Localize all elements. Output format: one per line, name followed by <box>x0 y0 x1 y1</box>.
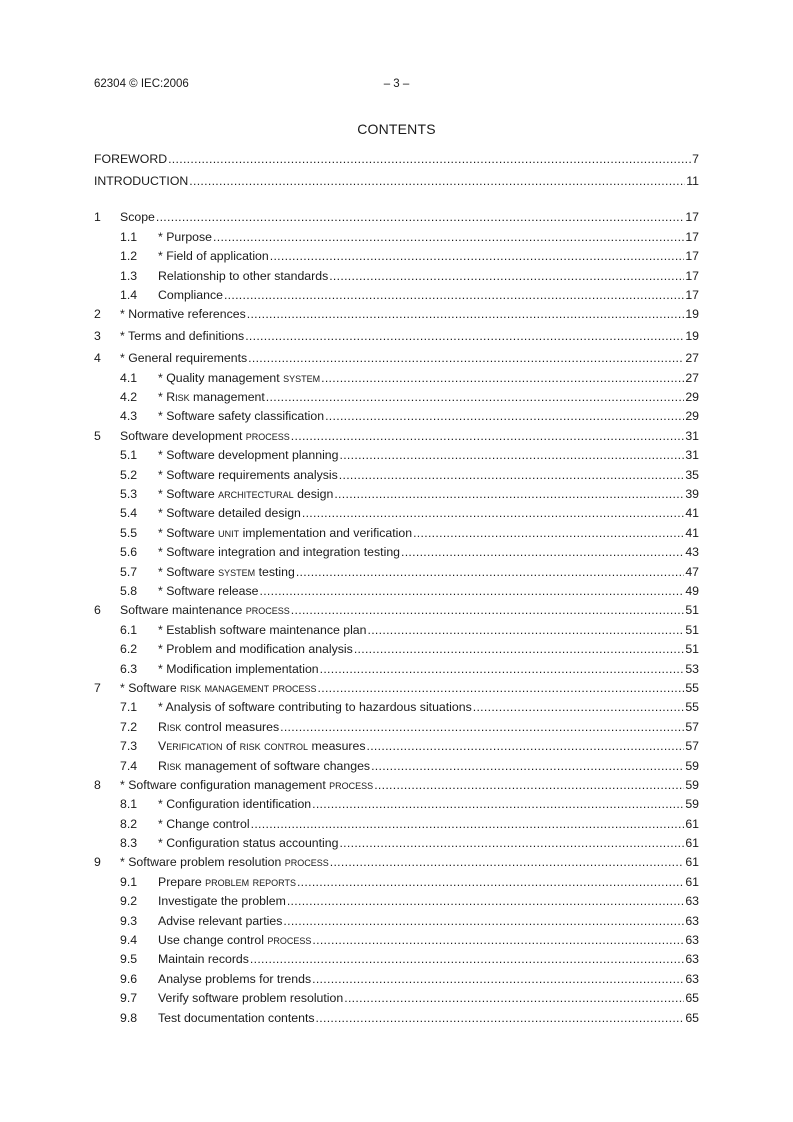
toc-entry-title: * Software safety classification <box>158 407 325 426</box>
toc-entry-number: 1.1 <box>120 229 138 244</box>
toc-entry[interactable] <box>94 795 699 814</box>
toc-entry-number: 9.1 <box>120 874 138 889</box>
toc-entry-page: 31 <box>685 448 699 463</box>
toc-entry[interactable] <box>94 305 699 324</box>
toc-entry-title: FOREWORD <box>94 150 168 169</box>
dot-leader <box>312 970 684 989</box>
toc-entry-number: 2 <box>94 307 101 322</box>
toc-entry[interactable] <box>94 286 699 305</box>
dot-leader <box>287 892 684 911</box>
toc-entry-number: 9 <box>94 855 101 870</box>
dot-leader <box>320 660 685 679</box>
toc-entry-page: 39 <box>685 487 699 502</box>
toc-entry-title: Scope <box>120 208 156 227</box>
toc-entry[interactable] <box>94 150 699 169</box>
toc-entry-number: 9.4 <box>120 933 138 948</box>
toc-entry-title: Compliance <box>158 286 224 305</box>
toc-entry[interactable] <box>94 427 699 446</box>
dot-leader <box>245 327 684 346</box>
toc-entry-number: 9.6 <box>120 971 138 986</box>
toc-entry-page: 59 <box>685 758 699 773</box>
toc-entry-number: 5.8 <box>120 583 138 598</box>
toc-entry-title: * Analysis of software contributing to hazardous situations <box>158 698 473 717</box>
dot-leader <box>302 504 684 523</box>
toc-entry-page: 51 <box>685 603 699 618</box>
toc-entry-number: 5.3 <box>120 487 138 502</box>
toc-entry-number: 9.7 <box>120 991 138 1006</box>
toc-entry[interactable] <box>94 989 699 1008</box>
toc-entry-page: 31 <box>685 428 699 443</box>
toc-entry-title: * Software release <box>158 582 259 601</box>
dot-leader <box>291 427 685 446</box>
toc-entry-page: 55 <box>685 700 699 715</box>
toc-entry[interactable] <box>94 485 699 504</box>
toc-entry-page: 61 <box>685 855 699 870</box>
toc-entry-page: 63 <box>685 894 699 909</box>
toc-entry-page: 11 <box>686 173 699 188</box>
dot-leader <box>283 912 684 931</box>
header-page-number: – 3 – <box>383 78 410 90</box>
toc-entry-page: 17 <box>685 287 699 302</box>
toc-entry-number: 6.3 <box>120 661 138 676</box>
toc-entry[interactable] <box>94 601 699 620</box>
toc-entry[interactable] <box>94 228 699 247</box>
toc-entry-number: 6.1 <box>120 622 138 637</box>
toc-entry-title: * Field of application <box>158 247 270 266</box>
dot-leader <box>247 305 685 324</box>
toc-entry-page: 63 <box>685 952 699 967</box>
toc-entry-page: 19 <box>685 307 699 322</box>
toc-entry-title: * Software detailed design <box>158 504 302 523</box>
toc-entry-title: INTRODUCTION <box>94 172 189 191</box>
toc-entry[interactable] <box>94 931 699 950</box>
toc-entry-page: 17 <box>685 210 699 225</box>
toc-entry-page: 41 <box>685 525 699 540</box>
toc-entry-title: Verification of risk control measures <box>158 737 367 756</box>
toc-entry-number: 6.2 <box>120 642 138 657</box>
toc-entry-number: 6 <box>94 603 101 618</box>
toc-entry[interactable] <box>94 247 699 266</box>
toc-entry-title: * Problem and modification analysis <box>158 640 354 659</box>
toc-entry-title: * Software architectural design <box>158 485 334 504</box>
toc-entry[interactable] <box>94 853 699 872</box>
toc-entry[interactable] <box>94 621 699 640</box>
toc-entry-title: * General requirements <box>120 349 248 368</box>
toc-entry-number: 5 <box>94 428 101 443</box>
toc-entry-page: 19 <box>685 329 699 344</box>
toc-entry-page: 61 <box>685 836 699 851</box>
toc-entry[interactable] <box>94 349 699 368</box>
toc-entry-number: 5.6 <box>120 545 138 560</box>
toc-entry[interactable] <box>94 660 699 679</box>
toc-entry[interactable] <box>94 267 699 286</box>
toc-entry-title: * Software configuration management process <box>120 776 374 795</box>
dot-leader <box>248 349 684 368</box>
toc-entry-page: 63 <box>685 913 699 928</box>
toc-entry-title: Risk management of software changes <box>158 757 371 776</box>
toc-entry-number: 1.4 <box>120 287 138 302</box>
toc-entry[interactable] <box>94 446 699 465</box>
toc-entry-title: * Normative references <box>120 305 247 324</box>
toc-entry-number: 5.1 <box>120 448 138 463</box>
dot-leader <box>266 388 685 407</box>
toc-entry-title: * Software integration and integration testing <box>158 543 401 562</box>
toc-entry-number: 7 <box>94 680 101 695</box>
dot-leader <box>339 834 684 853</box>
toc-entry-page: 27 <box>685 351 699 366</box>
toc-entry-number: 8.1 <box>120 797 138 812</box>
toc-entry[interactable] <box>94 1009 699 1028</box>
dot-leader <box>330 853 685 872</box>
dot-leader <box>168 150 691 169</box>
dot-leader <box>344 989 684 1008</box>
dot-leader <box>374 776 684 795</box>
dot-leader <box>354 640 685 659</box>
toc-entry-page: 27 <box>685 370 699 385</box>
toc-entry-page: 35 <box>685 467 699 482</box>
toc-entry[interactable] <box>94 407 699 426</box>
dot-leader <box>321 369 684 388</box>
dot-leader <box>259 582 684 601</box>
header-standard-id: 62304 © IEC:2006 <box>94 78 189 90</box>
dot-leader <box>401 543 684 562</box>
toc-entry-number: 5.2 <box>120 467 138 482</box>
toc-entry[interactable] <box>94 718 699 737</box>
toc-entry-title: Risk control measures <box>158 718 280 737</box>
toc-entry-title: * Software unit implementation and verification <box>158 524 413 543</box>
toc-entry-number: 1 <box>94 210 101 225</box>
toc-entry-title: Verify software problem resolution <box>158 989 344 1008</box>
toc-entry-title: * Terms and definitions <box>120 327 245 346</box>
toc-entry-number: 4.2 <box>120 390 138 405</box>
toc-entry-title: Analyse problems for trends <box>158 970 312 989</box>
toc-entry[interactable] <box>94 970 699 989</box>
toc-entry-number: 7.2 <box>120 719 138 734</box>
toc-entry-title: Advise relevant parties <box>158 912 283 931</box>
toc-entry-number: 8 <box>94 777 101 792</box>
toc-entry-number: 5.5 <box>120 525 138 540</box>
toc-entry-page: 63 <box>685 933 699 948</box>
toc-entry-number: 9.2 <box>120 894 138 909</box>
toc-entry-page: 41 <box>685 506 699 521</box>
dot-leader <box>296 563 684 582</box>
toc-entry-title: Use change control process <box>158 931 312 950</box>
toc-entry-number: 7.4 <box>120 758 138 773</box>
toc-entry[interactable] <box>94 543 699 562</box>
toc-entry[interactable] <box>94 466 699 485</box>
toc-entry[interactable] <box>94 582 699 601</box>
dot-leader <box>325 407 684 426</box>
toc-entry[interactable] <box>94 524 699 543</box>
toc-entry-title: * Risk management <box>158 388 266 407</box>
toc-entry-number: 8.3 <box>120 836 138 851</box>
dot-leader <box>318 679 685 698</box>
toc-entry-page: 53 <box>685 661 699 676</box>
toc-entry[interactable] <box>94 698 699 717</box>
toc-entry-number: 4.1 <box>120 370 138 385</box>
dot-leader <box>413 524 684 543</box>
toc-entry-number: 5.4 <box>120 506 138 521</box>
dot-leader <box>250 950 684 969</box>
toc-entry-page: 29 <box>685 409 699 424</box>
toc-entry-page: 17 <box>685 249 699 264</box>
dot-leader <box>316 1009 685 1028</box>
toc-entry-title: Software development process <box>120 427 291 446</box>
toc-entry-title: Relationship to other standards <box>158 267 329 286</box>
toc-entry[interactable] <box>94 950 699 969</box>
toc-entry-page: 49 <box>685 583 699 598</box>
toc-entry-number: 1.2 <box>120 249 138 264</box>
toc-entry-title: * Configuration identification <box>158 795 312 814</box>
dot-leader <box>473 698 685 717</box>
toc-entry-number: 7.3 <box>120 739 138 754</box>
toc-entry-number: 9.5 <box>120 952 138 967</box>
toc-entry-page: 57 <box>685 719 699 734</box>
toc-entry-number: 5.7 <box>120 564 138 579</box>
toc-entry[interactable] <box>94 388 699 407</box>
toc-entry-page: 65 <box>685 991 699 1006</box>
toc-entry-title: Maintain records <box>158 950 250 969</box>
dot-leader <box>371 757 684 776</box>
dot-leader <box>312 931 684 950</box>
toc-entry[interactable] <box>94 873 699 892</box>
toc-entry-page: 17 <box>685 229 699 244</box>
toc-entry[interactable] <box>94 679 699 698</box>
toc-entry-number: 4.3 <box>120 409 138 424</box>
toc-entry[interactable] <box>94 776 699 795</box>
toc-entry-title: * Software development planning <box>158 446 339 465</box>
dot-leader <box>339 466 685 485</box>
toc-entry-title: * Software system testing <box>158 563 296 582</box>
toc-entry-title: Investigate the problem <box>158 892 287 911</box>
dot-leader <box>213 228 684 247</box>
dot-leader <box>367 737 685 756</box>
toc-entry[interactable] <box>94 834 699 853</box>
toc-entry[interactable] <box>94 208 699 227</box>
toc-entry[interactable] <box>94 892 699 911</box>
toc-entry[interactable] <box>94 563 699 582</box>
toc-entry-title: * Software requirements analysis <box>158 466 339 485</box>
dot-leader <box>297 873 684 892</box>
toc-entry-page: 51 <box>685 642 699 657</box>
toc-entry[interactable] <box>94 757 699 776</box>
toc-entry[interactable] <box>94 369 699 388</box>
toc-entry[interactable] <box>94 327 699 346</box>
toc-entry-title: * Software risk management process <box>120 679 318 698</box>
toc-entry[interactable] <box>94 737 699 756</box>
toc-entry-number: 7.1 <box>120 700 138 715</box>
toc-entry[interactable] <box>94 504 699 523</box>
dot-leader <box>270 247 685 266</box>
toc-entry-page: 17 <box>685 268 699 283</box>
toc-entry-page: 61 <box>685 816 699 831</box>
toc-entry-title: * Purpose <box>158 228 213 247</box>
toc-entry-number: 9.3 <box>120 913 138 928</box>
toc-entry-title: * Configuration status accounting <box>158 834 339 853</box>
toc-entry-number: 3 <box>94 329 101 344</box>
toc-entry-number: 4 <box>94 351 101 366</box>
toc-entry-number: 1.3 <box>120 268 138 283</box>
dot-leader <box>312 795 684 814</box>
toc-entry-title: * Quality management system <box>158 369 321 388</box>
dot-leader <box>329 267 684 286</box>
dot-leader <box>189 172 685 191</box>
toc-entry-page: 61 <box>685 874 699 889</box>
toc-entry-number: 8.2 <box>120 816 138 831</box>
toc-entry-page: 43 <box>685 545 699 560</box>
dot-leader <box>224 286 684 305</box>
dot-leader <box>280 718 684 737</box>
toc-entry-page: 47 <box>685 564 699 579</box>
dot-leader <box>251 815 685 834</box>
dot-leader <box>367 621 684 640</box>
toc-entry-number: 9.8 <box>120 1010 138 1025</box>
page-title: CONTENTS <box>357 121 436 137</box>
dot-leader <box>156 208 684 227</box>
table-of-contents <box>94 150 699 1028</box>
dot-leader <box>291 601 685 620</box>
toc-entry-page: 57 <box>685 739 699 754</box>
toc-entry-title: Test documentation contents <box>158 1009 316 1028</box>
toc-entry-page: 65 <box>685 1010 699 1025</box>
toc-entry[interactable] <box>94 815 699 834</box>
toc-entry-title: Software maintenance process <box>120 601 291 620</box>
dot-leader <box>339 446 684 465</box>
toc-entry-page: 55 <box>685 680 699 695</box>
toc-entry-page: 59 <box>685 797 699 812</box>
toc-entry-page: 29 <box>685 390 699 405</box>
toc-entry[interactable] <box>94 172 699 191</box>
toc-entry-title: * Change control <box>158 815 251 834</box>
toc-entry-title: Prepare problem reports <box>158 873 297 892</box>
toc-entry-page: 59 <box>685 777 699 792</box>
toc-entry-page: 63 <box>685 971 699 986</box>
toc-entry-title: * Establish software maintenance plan <box>158 621 367 640</box>
toc-entry-page: 51 <box>685 622 699 637</box>
dot-leader <box>334 485 684 504</box>
toc-entry-page: 7 <box>692 152 699 166</box>
toc-entry-title: * Modification implementation <box>158 660 320 679</box>
toc-entry[interactable] <box>94 640 699 659</box>
toc-entry-title: * Software problem resolution process <box>120 853 330 872</box>
toc-entry[interactable] <box>94 912 699 931</box>
